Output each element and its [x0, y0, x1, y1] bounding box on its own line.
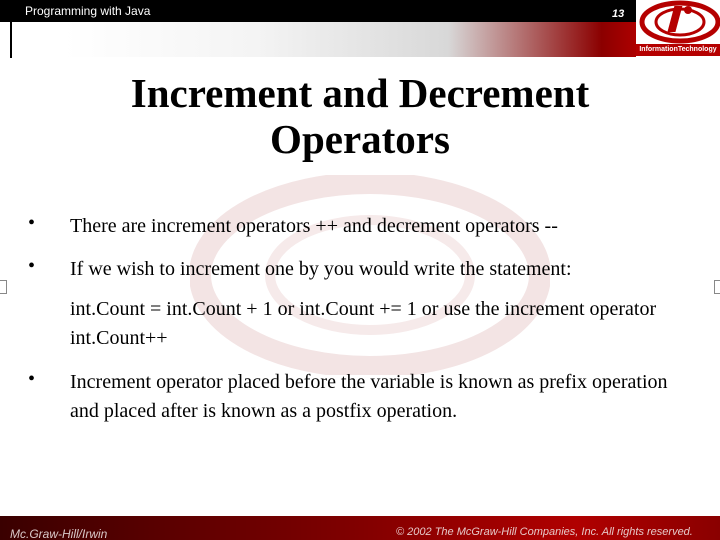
left-edge-marker	[0, 280, 7, 294]
bullet-subtext: int.Count = int.Count + 1 or int.Count += 1 or use the increment operator int.Count++	[70, 298, 657, 349]
bullet-text: Increment operator placed before the variable is known as prefix operation and placed after is known as a postfix operation.	[70, 371, 668, 422]
logo-label: InformationTechnology	[636, 44, 720, 56]
slide-title-line-2: Operators	[270, 116, 450, 162]
course-title: Programming with Java	[25, 4, 151, 18]
slide-title-line-1: Increment and Decrement	[130, 70, 590, 116]
bullet-text: If we wish to increment one by you would write the statement:	[70, 258, 572, 280]
slide-title	[60, 70, 660, 162]
footer-publisher: Mc.Graw-Hill/Irwin	[10, 527, 108, 540]
bullet-marker: •	[28, 212, 36, 234]
header-gradient-band	[0, 22, 640, 57]
footer-copyright: © 2002 The McGraw-Hill Companies, Inc. All rights reserved.	[396, 526, 693, 538]
bullet-marker: •	[28, 368, 36, 390]
right-edge-marker	[714, 280, 720, 294]
bullet-marker: •	[28, 255, 36, 277]
header-divider	[10, 22, 12, 58]
slide-number: 13	[612, 8, 625, 20]
logo-emblem-icon	[636, 0, 720, 46]
bullet-text: There are increment operators ++ and decrement operators --	[70, 215, 558, 237]
